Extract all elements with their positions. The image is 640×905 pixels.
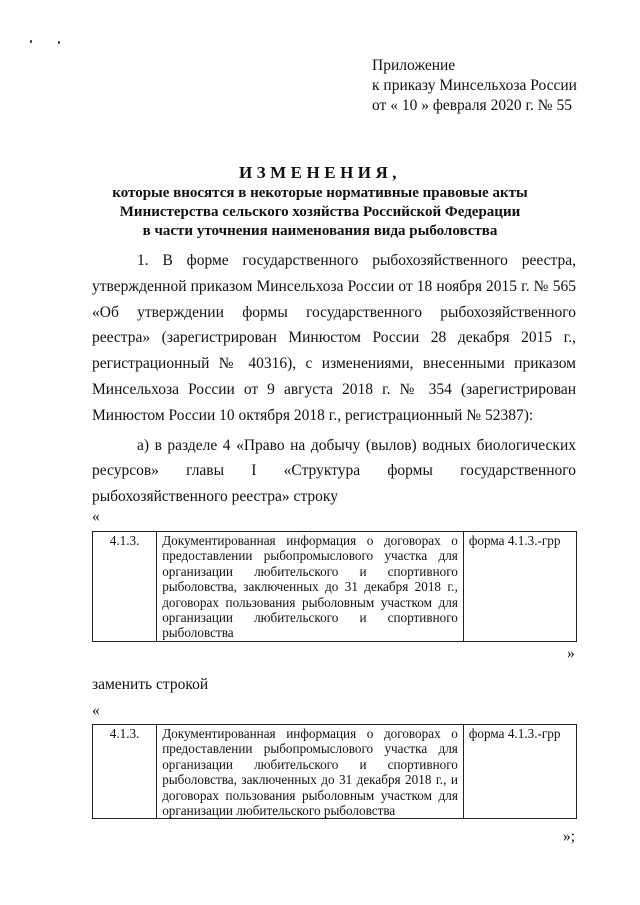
new-row-description: Документированная информация о договорах о предоставлении рыбопромыслового участка для организации любительского и спортивного рыболовства, заключенных до 31 декабря 2018 г., и договорах пользования рыболовным участком для организации любительского рыболовства	[157, 725, 464, 819]
appendix-line-1: Приложение	[372, 57, 456, 74]
quote-close-2: »;	[563, 828, 576, 845]
old-row-description: Документированная информация о договорах о предоставлении рыбопромыслового участка для организации любительского и спортивного рыболовства, заключенных до 31 декабря 2018 г., договорах пользования рыболовным участком для организации любительского и спортивного рыболовства	[157, 532, 464, 642]
new-row-number: 4.1.3.	[93, 725, 157, 819]
document-title	[0, 162, 640, 241]
appendix-header	[372, 56, 577, 116]
replace-text: заменить строкой	[92, 676, 209, 693]
title-heading: ИЗМЕНЕНИЯ,	[238, 163, 402, 182]
quote-open-1: «	[92, 508, 100, 525]
paragraph-1: 1. В форме государственного рыбохозяйственного реестра, утвержденной приказом Минсельхоза России от 18 ноября 2015 г. № 565 «Об утверждении формы государственного рыбохозяйственного реестра» (зарегистрирован Минюстом России 28 декабря 2015 г., регистрационный № 40316), с изменениями, внесенными приказом Минсельхоза России от 9 августа 2018 г. № 354 (зарегистрирован Минюстом России 10 октября 2018 г., регистрационный № 52387):	[92, 252, 576, 424]
old-row-number: 4.1.3.	[93, 532, 157, 642]
old-row-form: форма 4.1.3.-грр	[463, 532, 576, 642]
quote-close-1: »	[567, 645, 575, 662]
table-row	[93, 725, 577, 819]
title-subtitle-2: Министерства сельского хозяйства Российской Федерации	[119, 204, 521, 220]
new-row-form: форма 4.1.3.-грр	[463, 725, 576, 819]
paragraph-2: а) в разделе 4 «Право на добычу (вылов) водных биологических ресурсов» главы I «Структура формы государственного рыбохозяйственного реестра» строку	[92, 436, 576, 506]
title-subtitle-1: которые вносятся в некоторые нормативные правовые акты	[112, 185, 528, 201]
new-row-table	[92, 724, 577, 819]
document-body	[92, 248, 576, 510]
scan-mark	[58, 41, 60, 44]
scan-mark	[30, 40, 32, 43]
old-row-table	[92, 531, 577, 642]
title-subtitle-3: в части уточнения наименования вида рыболовства	[142, 223, 498, 239]
appendix-line-2: к приказу Минсельхоза России	[372, 77, 577, 94]
table-row	[93, 532, 577, 642]
appendix-line-3: от « 10 » февраля 2020 г. № 55	[372, 97, 572, 114]
quote-open-2: «	[92, 702, 100, 719]
